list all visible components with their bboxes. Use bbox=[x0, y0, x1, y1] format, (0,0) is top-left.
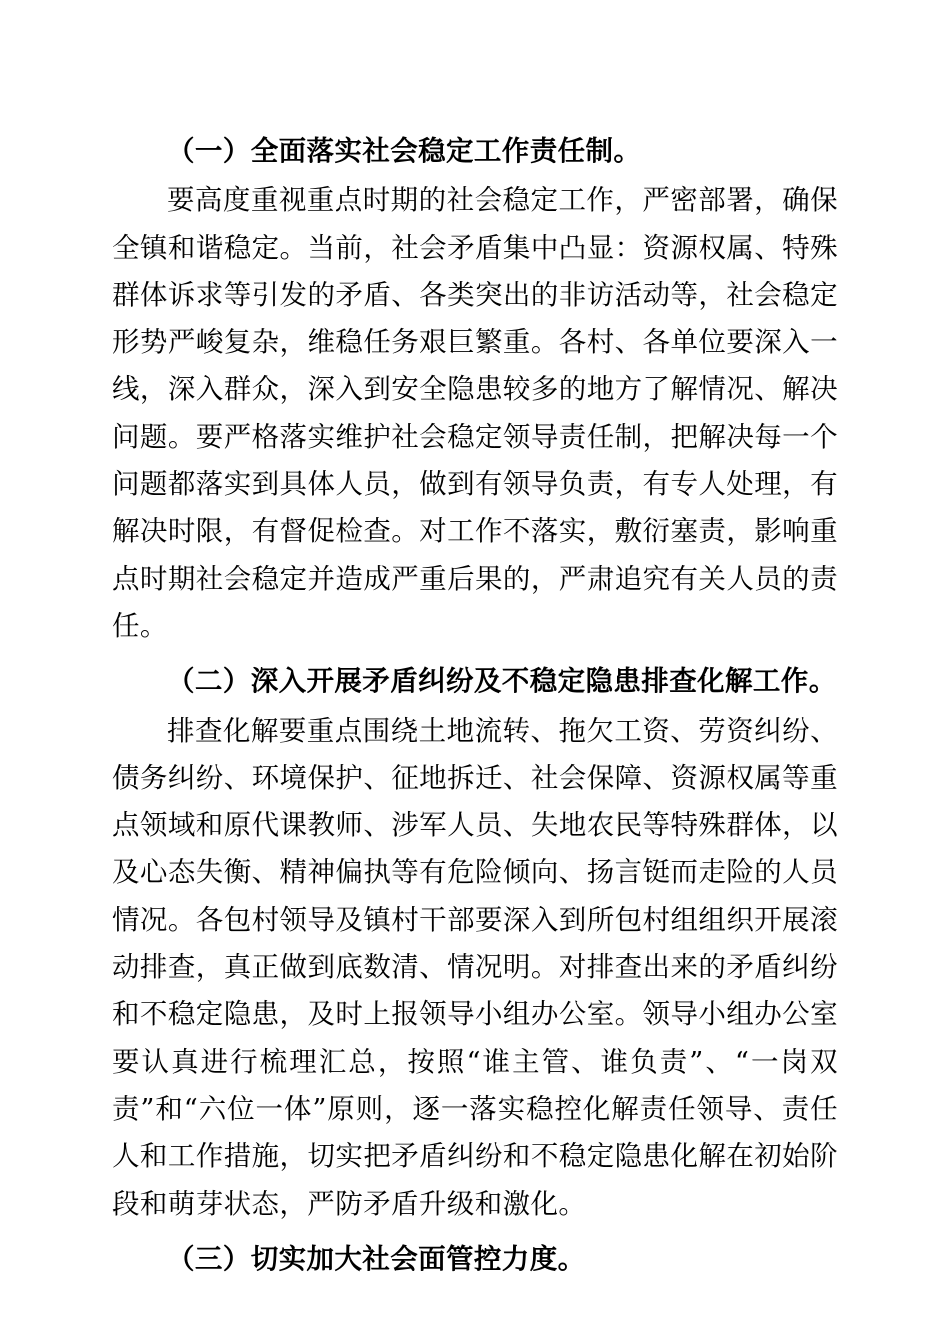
section-heading-3: （三）切实加大社会面管控力度。 bbox=[167, 1242, 586, 1275]
section-heading-2: （二）深入开展矛盾纠纷及不稳定隐患排查化解工作。 bbox=[167, 665, 837, 698]
section-paragraph-1: 要高度重视重点时期的社会稳定工作，严密部署，确保全镇和谐稳定。当前，社会矛盾集中凸显：资源权属、特殊群体诉求等引发的矛盾、各类突出的非访活动等，社会稳定形势严峻复杂，维稳任务艰巨繁重。各村、各单位要深入一线，深入群众，深入到安全隐患较多的地方了解情况、解决问题。要严格落实维护社会稳定领导责任制，把解决每一个问题都落实到具体人员，做到有领导负责，有专人处理，有解决时限，有督促检查。对工作不落实，敷衍塞责，影响重点时期社会稳定并造成严重后果的，严肃追究有关人员的责任。 bbox=[112, 184, 838, 642]
section-heading-1: （一）全面落实社会稳定工作责任制。 bbox=[167, 135, 642, 167]
section-paragraph-2: 排查化解要重点围绕土地流转、拖欠工资、劳资纠纷、债务纠纷、环境保护、征地拆迁、社会保障、资源权属等重点领域和原代课教师、涉军人员、失地农民等特殊群体，以及心态失衡、精神偏执等有危险倾向、扬言铤而走险的人员情况。各包村领导及镇村干部要深入到所包村组组织开展滚动排查，真正做到底数清、情况明。对排查出来的矛盾纠纷和不稳定隐患，及时上报领导小组办公室。领导小组办公室要认真进行梳理汇总，按照“谁主管、谁负责”、“一岗双责”和“六位一体”原则，逐一落实稳控化解责任领导、责任人和工作措施，切实把矛盾纠纷和不稳定隐患化解在初始阶段和萌芽状态，严防矛盾升级和激化。 bbox=[112, 714, 838, 1220]
document-body bbox=[112, 128, 838, 1283]
